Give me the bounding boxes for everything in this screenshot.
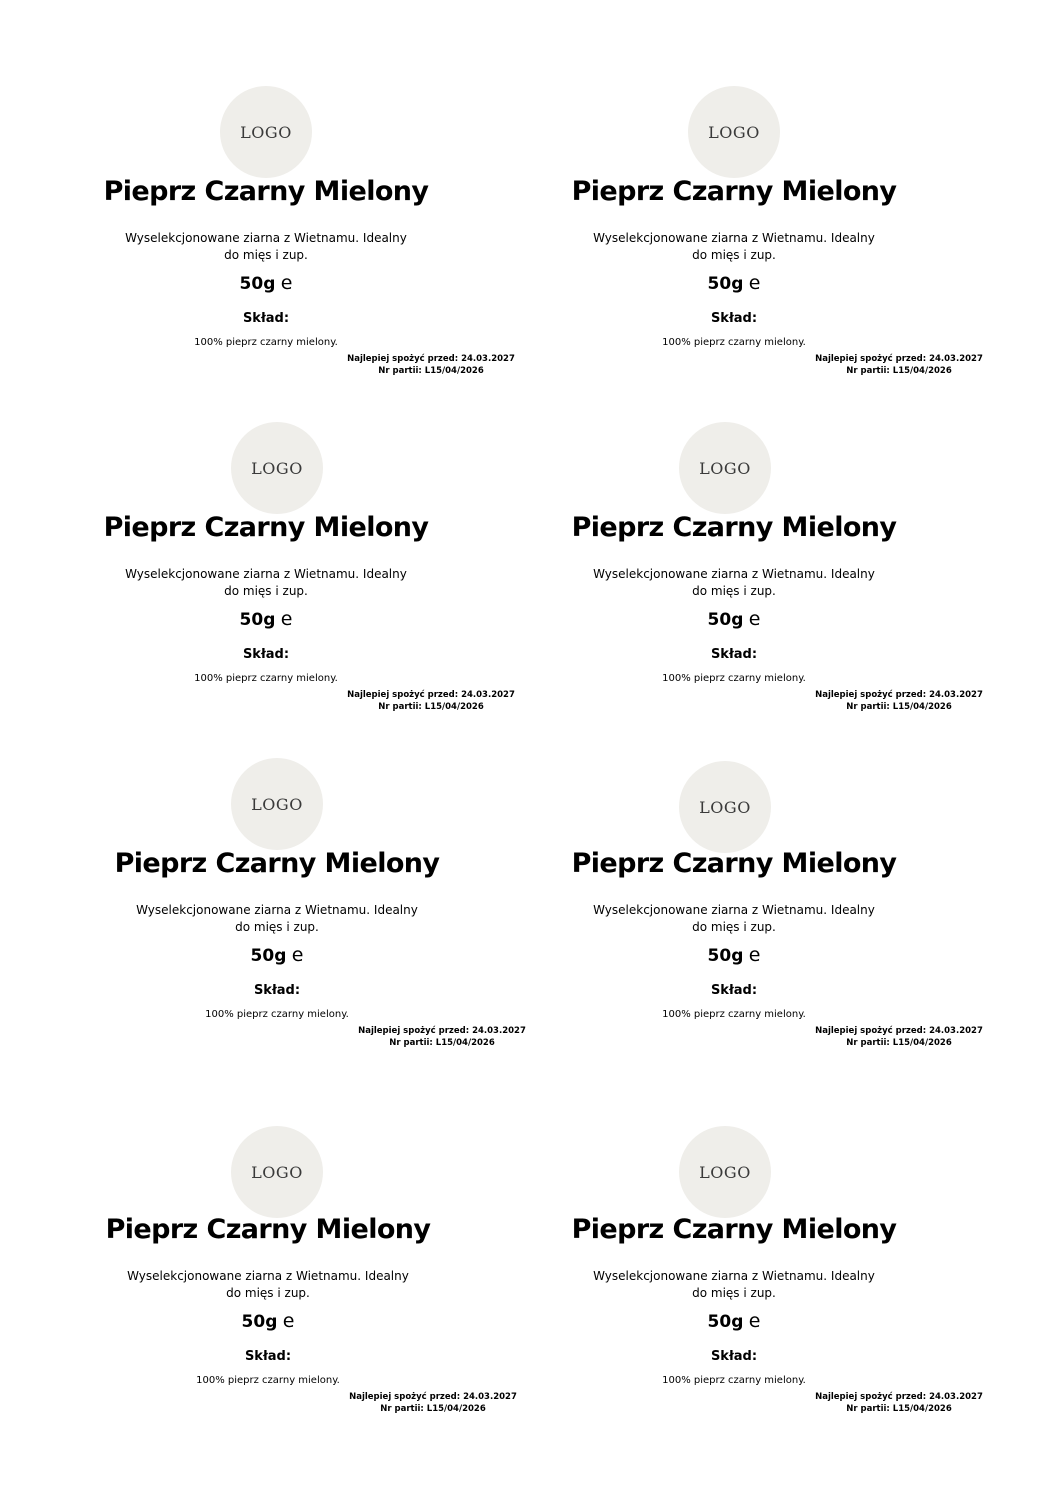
estimated-sign: e	[748, 272, 761, 294]
batch-number: Nr partii: L15/04/2026	[378, 702, 484, 712]
product-title: Pieprz Czarny Mielony	[571, 1214, 897, 1245]
weight-value: 50g	[239, 274, 276, 294]
product-title: Pieprz Czarny Mielony	[114, 848, 440, 879]
net-weight	[634, 608, 834, 630]
batch-number: Nr partii: L15/04/2026	[846, 702, 952, 712]
label-meta	[774, 1391, 1024, 1415]
net-weight	[634, 1310, 834, 1332]
ingredients-text: 100% pieprz czarny mielony.	[194, 673, 338, 684]
logo-badge	[220, 86, 312, 178]
product-title: Pieprz Czarny Mielony	[103, 512, 429, 543]
label-meta	[317, 1025, 567, 1049]
ingredients-heading: Skład:	[710, 311, 758, 326]
best-before-date: Najlepiej spożyć przed: 24.03.2027	[347, 354, 515, 364]
weight-value: 50g	[707, 274, 744, 294]
ingredients-heading: Skład:	[242, 647, 290, 662]
weight-value: 50g	[707, 610, 744, 630]
logo-text: LOGO	[699, 458, 751, 478]
product-description: Wyselekcjonowane ziarna z Wietnamu. Idealny do mięs i zup.	[593, 903, 875, 934]
label-meta	[306, 689, 556, 713]
net-weight	[166, 272, 366, 294]
weight-value: 50g	[707, 946, 744, 966]
logo-text: LOGO	[708, 122, 760, 142]
batch-number: Nr partii: L15/04/2026	[378, 366, 484, 376]
ingredients-heading: Skład:	[253, 983, 301, 998]
logo-text: LOGO	[699, 797, 751, 817]
label-meta	[774, 1025, 1024, 1049]
label-meta	[774, 689, 1024, 713]
product-description: Wyselekcjonowane ziarna z Wietnamu. Idealny do mięs i zup.	[593, 231, 875, 262]
logo-text: LOGO	[251, 1162, 303, 1182]
estimated-sign: e	[748, 944, 761, 966]
batch-number: Nr partii: L15/04/2026	[846, 1038, 952, 1048]
best-before-date: Najlepiej spożyć przed: 24.03.2027	[815, 1392, 983, 1402]
best-before-date: Najlepiej spożyć przed: 24.03.2027	[815, 690, 983, 700]
net-weight	[168, 1310, 368, 1332]
product-title: Pieprz Czarny Mielony	[571, 848, 897, 879]
batch-number: Nr partii: L15/04/2026	[389, 1038, 495, 1048]
best-before-date: Najlepiej spożyć przed: 24.03.2027	[358, 1026, 526, 1036]
logo-badge	[231, 422, 323, 514]
product-title: Pieprz Czarny Mielony	[571, 176, 897, 207]
product-description: Wyselekcjonowane ziarna z Wietnamu. Idealny do mięs i zup.	[125, 567, 407, 598]
logo-badge	[679, 761, 771, 853]
net-weight	[177, 944, 377, 966]
label-meta	[306, 353, 556, 377]
ingredients-text: 100% pieprz czarny mielony.	[205, 1009, 349, 1020]
weight-value: 50g	[250, 946, 287, 966]
label-meta	[774, 353, 1024, 377]
ingredients-text: 100% pieprz czarny mielony.	[662, 1375, 806, 1386]
ingredients-text: 100% pieprz czarny mielony.	[662, 1009, 806, 1020]
estimated-sign: e	[280, 608, 293, 630]
logo-badge	[679, 1126, 771, 1218]
logo-badge	[679, 422, 771, 514]
weight-value: 50g	[239, 610, 276, 630]
ingredients-heading: Skład:	[710, 1349, 758, 1364]
product-title: Pieprz Czarny Mielony	[105, 1214, 431, 1245]
ingredients-heading: Skład:	[244, 1349, 292, 1364]
logo-text: LOGO	[699, 1162, 751, 1182]
estimated-sign: e	[280, 272, 293, 294]
ingredients-text: 100% pieprz czarny mielony.	[194, 337, 338, 348]
logo-badge	[688, 86, 780, 178]
product-description: Wyselekcjonowane ziarna z Wietnamu. Idealny do mięs i zup.	[593, 1269, 875, 1300]
ingredients-text: 100% pieprz czarny mielony.	[662, 673, 806, 684]
ingredients-heading: Skład:	[710, 647, 758, 662]
logo-badge	[231, 1126, 323, 1218]
logo-text: LOGO	[240, 122, 292, 142]
net-weight	[634, 944, 834, 966]
net-weight	[634, 272, 834, 294]
best-before-date: Najlepiej spożyć przed: 24.03.2027	[349, 1392, 517, 1402]
product-title: Pieprz Czarny Mielony	[571, 512, 897, 543]
logo-badge	[231, 758, 323, 850]
estimated-sign: e	[282, 1310, 295, 1332]
product-description: Wyselekcjonowane ziarna z Wietnamu. Idealny do mięs i zup.	[125, 231, 407, 262]
ingredients-heading: Skład:	[242, 311, 290, 326]
product-title: Pieprz Czarny Mielony	[103, 176, 429, 207]
ingredients-text: 100% pieprz czarny mielony.	[662, 337, 806, 348]
best-before-date: Najlepiej spożyć przed: 24.03.2027	[815, 354, 983, 364]
ingredients-text: 100% pieprz czarny mielony.	[196, 1375, 340, 1386]
label-meta	[308, 1391, 558, 1415]
product-description: Wyselekcjonowane ziarna z Wietnamu. Idealny do mięs i zup.	[593, 567, 875, 598]
logo-text: LOGO	[251, 458, 303, 478]
batch-number: Nr partii: L15/04/2026	[846, 366, 952, 376]
product-description: Wyselekcjonowane ziarna z Wietnamu. Idealny do mięs i zup.	[136, 903, 418, 934]
estimated-sign: e	[291, 944, 304, 966]
batch-number: Nr partii: L15/04/2026	[380, 1404, 486, 1414]
best-before-date: Najlepiej spożyć przed: 24.03.2027	[815, 1026, 983, 1036]
batch-number: Nr partii: L15/04/2026	[846, 1404, 952, 1414]
ingredients-heading: Skład:	[710, 983, 758, 998]
weight-value: 50g	[241, 1312, 278, 1332]
net-weight	[166, 608, 366, 630]
best-before-date: Najlepiej spożyć przed: 24.03.2027	[347, 690, 515, 700]
estimated-sign: e	[748, 608, 761, 630]
estimated-sign: e	[748, 1310, 761, 1332]
product-description: Wyselekcjonowane ziarna z Wietnamu. Idealny do mięs i zup.	[127, 1269, 409, 1300]
weight-value: 50g	[707, 1312, 744, 1332]
logo-text: LOGO	[251, 794, 303, 814]
